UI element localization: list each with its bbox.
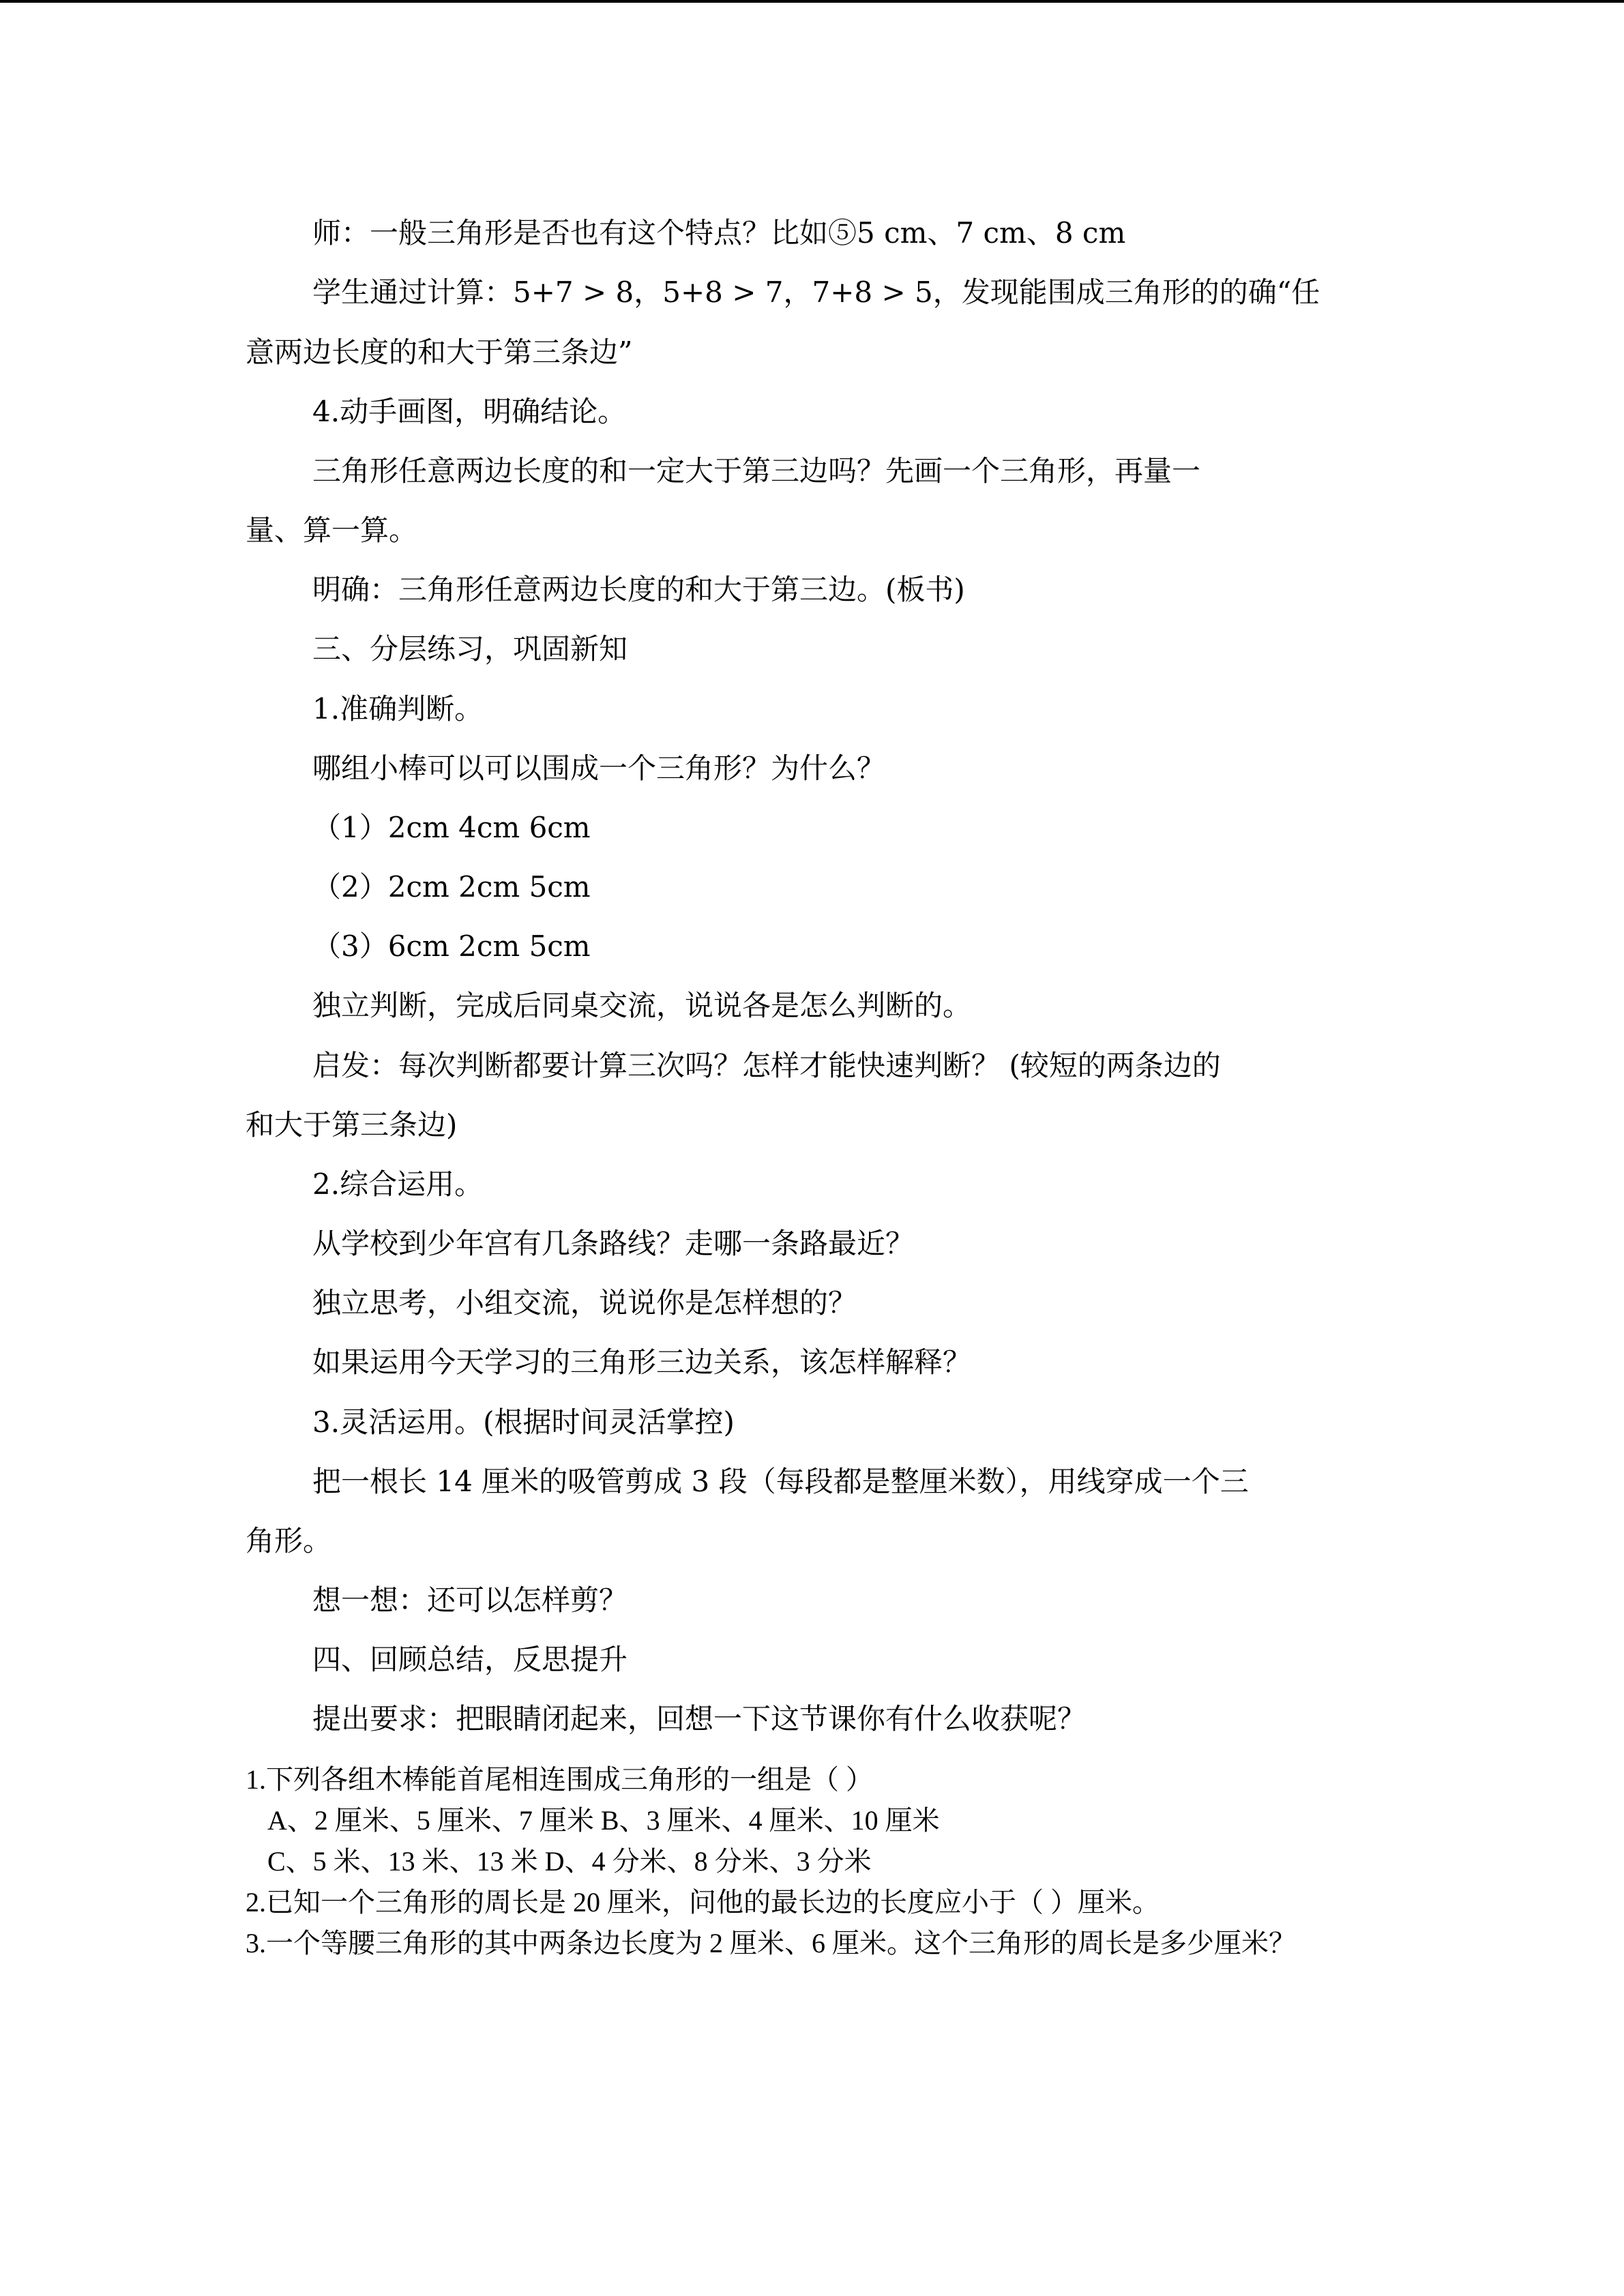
list-item: （1）2cm 4cm 6cm: [312, 811, 591, 844]
text-line: 独立判断，完成后同桌交流，说说各是怎么判断的。: [312, 989, 972, 1022]
exercise-question: 2.已知一个三角形的周长是 20 厘米，问他的最长边的长度应小于（ ）厘米。: [246, 1887, 1160, 1918]
text-line: 独立思考，小组交流，说说你是怎样想的？: [312, 1286, 857, 1320]
section-heading: 四、回顾总结，反思提升: [312, 1643, 628, 1676]
exercise-question: 1.下列各组木棒能首尾相连围成三角形的一组是（ ）: [246, 1764, 873, 1795]
section-heading: 三、分层练习，巩固新知: [312, 632, 628, 666]
text-line: 如果运用今天学习的三角形三边关系，该怎样解释？: [312, 1345, 972, 1379]
text-line: 把一根长 14 厘米的吸管剪成 3 段（每段都是整厘米数），用线穿成一个三: [312, 1465, 1249, 1498]
text-line: 意两边长度的和大于第三条边”: [246, 336, 633, 369]
text-line: 启发：每次判断都要计算三次吗？怎样才能快速判断？ (较短的两条边的: [312, 1049, 1221, 1082]
text-line: 提出要求：把眼睛闭起来，回想一下这节课你有什么收获呢？: [312, 1702, 1087, 1735]
exercise-options: A、2 厘米、5 厘米、7 厘米 B、3 厘米、4 厘米、10 厘米: [267, 1805, 940, 1836]
text-line: 三角形任意两边长度的和一定大于第三边吗？先画一个三角形，再量一: [312, 454, 1201, 488]
section-heading: 4.动手画图，明确结论。: [312, 395, 627, 428]
text-line: 明确：三角形任意两边长度的和大于第三边。(板书): [312, 573, 965, 606]
section-heading: 1.准确判断。: [312, 692, 484, 726]
exercise-options: C、5 米、13 米、13 米 D、4 分米、8 分米、3 分米: [267, 1846, 872, 1877]
text-line: 想一想：还可以怎样剪？: [312, 1583, 628, 1617]
text-line: 角形。: [246, 1524, 332, 1557]
section-heading: 2.综合运用。: [312, 1167, 484, 1201]
text-line: 量、算一算。: [246, 513, 418, 547]
text-line: 和大于第三条边): [246, 1108, 458, 1142]
text-line: 哪组小棒可以可以围成一个三角形？为什么？: [312, 751, 886, 785]
list-item: （2）2cm 2cm 5cm: [312, 870, 591, 904]
list-item: （3）6cm 2cm 5cm: [312, 929, 591, 963]
text-line: 师：一般三角形是否也有这个特点？比如⑤5 cm、7 cm、8 cm: [312, 216, 1126, 250]
text-line: 从学校到少年宫有几条路线？走哪一条路最近？: [312, 1227, 915, 1260]
exercise-question: 3.一个等腰三角形的其中两条边长度为 2 厘米、6 厘米。这个三角形的周长是多少厘米？: [246, 1928, 1296, 1958]
text-line: 学生通过计算：5+7 > 8，5+8 > 7，7+8 > 5，发现能围成三角形的的确“任: [312, 275, 1320, 309]
section-heading: 3.灵活运用。(根据时间灵活掌控): [312, 1405, 735, 1439]
